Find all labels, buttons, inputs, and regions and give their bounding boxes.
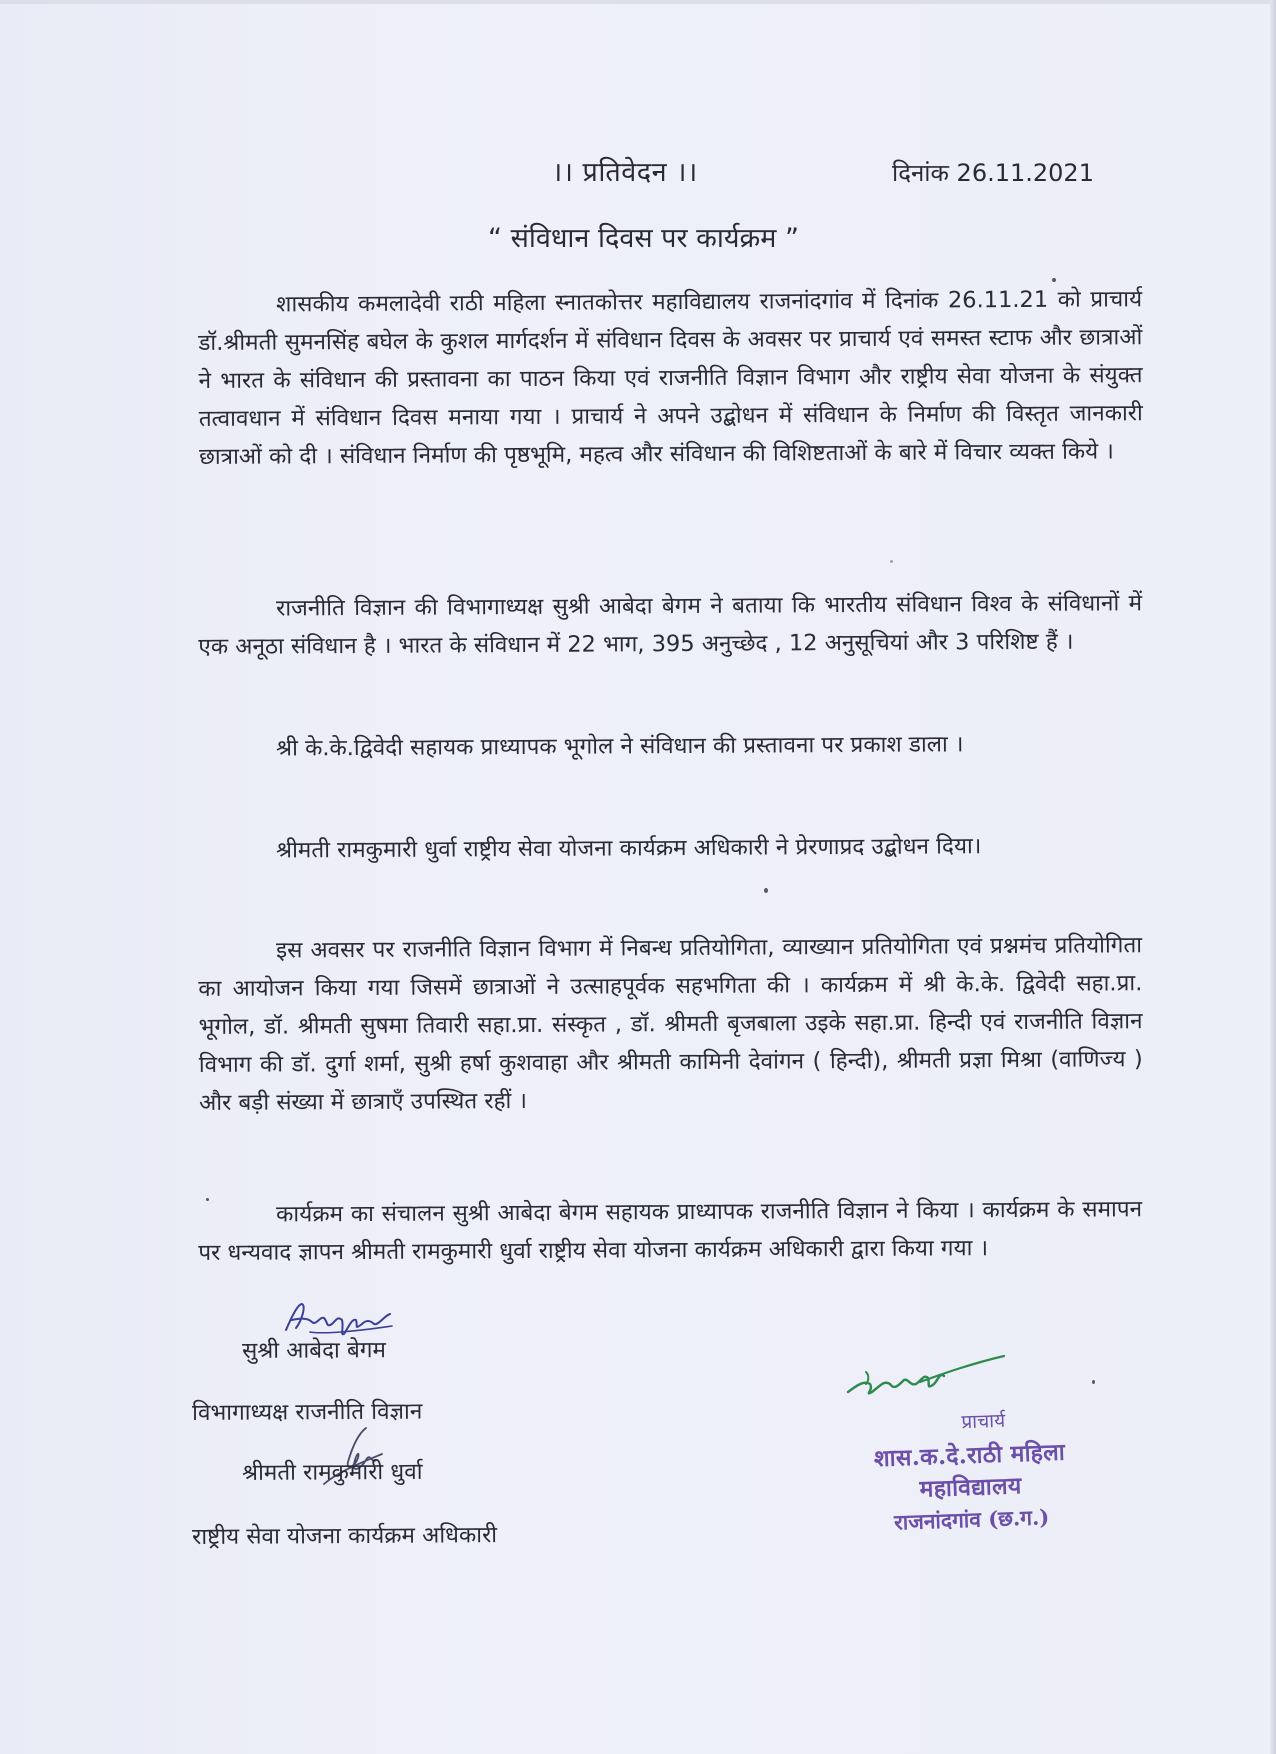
scan-speck [1092,1380,1095,1384]
page-top-edge [0,0,1276,4]
report-date: दिनांक 26.11.2021 [892,159,1094,187]
stamp-city: राजनांदगांव (छ.ग.) [893,1504,1050,1535]
paragraph: राजनीति विज्ञान की विभागाध्यक्ष सुश्री आबेदा बेगम ने बताया कि भारतीय संविधान विश्व के संविधानों में एक अनूठा संविधान है । भारत के संविधान में 22 भाग, 395 अनुच्छेद , 12 अनुसूचियां और 3 परिशिष्ट हैं । [198,590,1143,660]
principal-stamp [818,1403,1122,1539]
scan-speck [764,888,768,893]
signature-principal-flourish [920,1356,1004,1382]
page-right-edge [1270,0,1276,1754]
report-title: ।। प्रतिवेदन ।। [552,157,698,188]
paragraph: श्रीमती रामकुमारी धुर्वा राष्ट्रीय सेवा योजना कार्यक्रम अधिकारी ने प्रेरणाप्रद उद्बोधन दिया। [276,833,982,864]
signature-principal [846,1350,1006,1410]
paragraph: कार्यक्रम का संचालन सुश्री आबेदा बेगम सहायक प्राध्यापक राजनीति विज्ञान ने किया । कार्यक्रम के समापन पर धन्यवाद ज्ञापन श्रीमती रामकुमारी धुर्वा राष्ट्रीय सेवा योजना कार्यक्रम अधिकारी द्वारा किया गया । [198,1196,1143,1266]
signatory-designation-first: विभागाध्यक्ष राजनीति विज्ञान [192,1398,423,1426]
scan-speck [206,1198,209,1201]
signatory-designation-second: राष्ट्रीय सेवा योजना कार्यक्रम अधिकारी [192,1522,498,1550]
paragraph: इस अवसर पर राजनीति विज्ञान विभाग में निबन्ध प्रतियोगिता, व्याख्यान प्रतियोगिता एवं प्रश्नमंच प्रतियोगिता का आयोजन किया गया जिसमें छात्राओं ने उत्साहपूर्वक सहभगिता की । कार्यक्रम में श्री के.के. द्विवेदी सहा.प्रा. भूगोल, डॉ. श्रीमती सुषमा तिवारी सहा.प्रा. संस्कृत , डॉ. श्रीमती बृजबाला उइके सहा.प्रा. हिन्दी एवं राजनीति विज्ञान विभाग की डॉ. दुर्गा शर्मा, सुश्री हर्षा कुशवाहा और श्रीमती कामिनी देवांगन ( हिन्दी), श्रीमती प्रज्ञा मिश्रा (वाणिज्य ) और बड़ी संख्या में छात्राएँ उपस्थित रहीं । [198,932,1143,1116]
signatory-name-first: सुश्री आबेदा बेगम [242,1337,387,1364]
stamp-title: प्राचार्य [961,1409,1006,1434]
stamp-college: शास.क.दे.राठी महिला महाविद्यालय [873,1438,1066,1503]
scan-speck [890,560,893,563]
signatory-name-second: श्रीमती रामकुमारी धुर्वा [242,1458,423,1486]
signature-begum-stroke [286,1304,390,1334]
signature-principal-mark [866,1372,868,1384]
report-subject: “ संविधान दिवस पर कार्यक्रम ” [488,223,799,254]
scan-speck [1052,278,1056,282]
paragraph: शासकीय कमलादेवी राठी महिला स्नातकोत्तर महाविद्यालय राजनांदगांव में दिनांक 26.11.21 को प्राचार्य डॉ.श्रीमती सुमनसिंह बघेल के कुशल मार्गदर्शन में संविधान दिवस के अवसर पर प्राचार्य एवं समस्त स्टाफ और छात्राओं ने भारत के संविधान की प्रस्तावना का पाठन किया एवं राजनीति विज्ञान विभाग और राष्ट्रीय सेवा योजना के संयुक्त तत्वावधान में संविधान दिवस मनाया गया । प्राचार्य ने अपने उद्बोधन में संविधान के निर्माण की विस्तृत जानकारी छात्राओं को दी । संविधान निर्माण की पृष्ठभूमि, महत्व और संविधान की विशिष्टताओं के बारे में विचार व्यक्त किये । [198,286,1143,470]
paragraph: श्री के.के.द्विवेदी सहायक प्राध्यापक भूगोल ने संविधान की प्रस्तावना पर प्रकाश डाला । [276,731,964,762]
signature-begum-underline [310,1326,392,1333]
